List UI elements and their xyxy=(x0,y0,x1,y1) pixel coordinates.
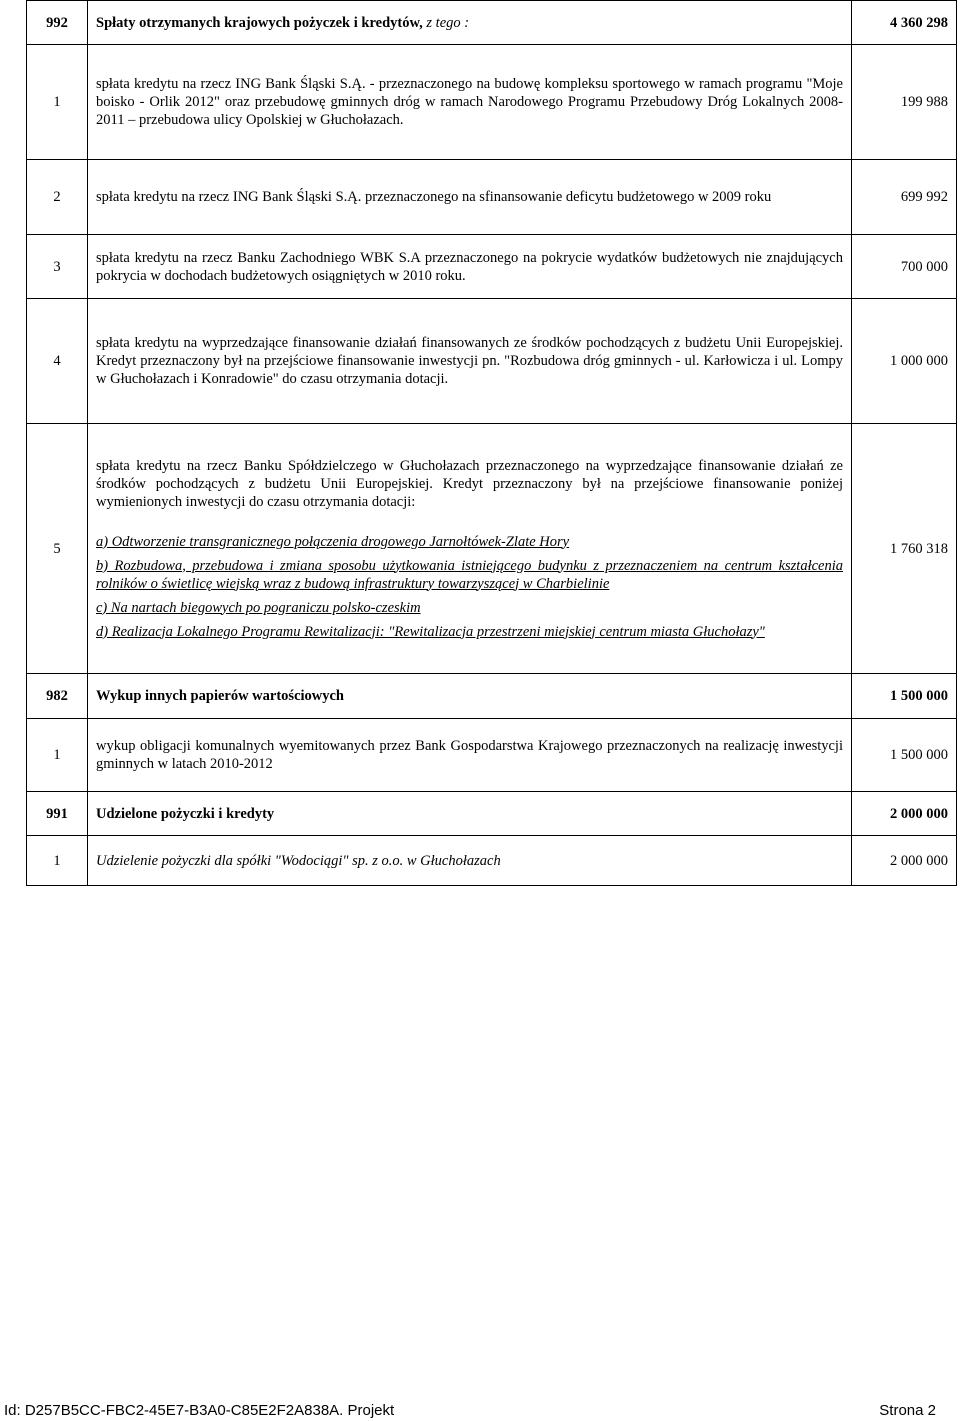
investment-item-c: c) Na nartach biegowych po pograniczu polsko-czeskim xyxy=(96,599,421,616)
row-number: 5 xyxy=(27,424,88,674)
section-amount: 4 360 298 xyxy=(852,1,957,45)
section-title xyxy=(88,1,852,45)
table-row xyxy=(27,836,957,886)
section-title-tail: z tego : xyxy=(422,14,470,31)
row-amount: 2 000 000 xyxy=(852,836,957,886)
table-row xyxy=(27,160,957,235)
row-amount: 199 988 xyxy=(852,45,957,160)
row-number: 1 xyxy=(27,836,88,886)
row-description: spłata kredytu na rzecz Banku Zachodniego WBK S.A przeznaczonego na pokrycie wydatków budżetowych nie znajdujących pokrycia w dochodach budżetowych osiągniętych w 2010 roku. xyxy=(88,235,852,299)
row-amount: 700 000 xyxy=(852,235,957,299)
table-row xyxy=(27,792,957,836)
table-row xyxy=(27,235,957,299)
document-id: Id: D257B5CC-FBC2-45E7-B3A0-C85E2F2A838A. Projekt xyxy=(4,1402,395,1419)
section-code: 982 xyxy=(27,674,88,719)
row-number: 1 xyxy=(27,45,88,160)
row-amount: 1 500 000 xyxy=(852,719,957,792)
table-row xyxy=(27,1,957,45)
row-description: Udzielenie pożyczki dla spółki "Wodociągi" sp. z o.o. w Głuchołazach xyxy=(88,836,852,886)
investment-item-d: d) Realizacja Lokalnego Programu Rewitalizacji: "Rewitalizacja przestrzeni miejskiej centrum miasta Głuchołazy" xyxy=(96,623,765,640)
page-number: Strona 2 xyxy=(879,1402,936,1419)
section-code: 991 xyxy=(27,792,88,836)
section-amount: 1 500 000 xyxy=(852,674,957,719)
row-description: wykup obligacji komunalnych wyemitowanych przez Bank Gospodarstwa Krajowego przeznaczonych na realizację inwestycji gminnych w latach 2010-2012 xyxy=(88,719,852,792)
investment-item-a: a) Odtworzenie transgranicznego połączenia drogowego Jarnołtówek-Zlate Hory xyxy=(96,533,570,550)
section-title-main: Spłaty otrzymanych krajowych pożyczek i kredytów, xyxy=(96,14,423,31)
row-description-text: spłata kredytu na rzecz Banku Spółdzielczego w Głuchołazach przeznaczonego na wyprzedzające finansowanie działań ze środków pochodzących z budżetu Unii Europejskiej. Kredyt przeznaczony był na przejściowe finansowanie poniżej wymienionych inwestycji do czasu otrzymania dotacji: xyxy=(96,457,843,510)
row-number: 4 xyxy=(27,299,88,424)
row-amount: 1 760 318 xyxy=(852,424,957,674)
section-title: Wykup innych papierów wartościowych xyxy=(88,674,852,719)
table-row xyxy=(27,674,957,719)
table-row xyxy=(27,45,957,160)
table-row xyxy=(27,719,957,792)
section-code: 992 xyxy=(27,1,88,45)
investment-item-b: b) Rozbudowa, przebudowa i zmiana sposobu użytkowania istniejącego budynku z przeznaczeniem na centrum kształcenia rolników o świetlicę wiejską wraz z budową infrastruktury towarzyszącej w Charbielinie xyxy=(96,557,843,592)
section-amount: 2 000 000 xyxy=(852,792,957,836)
row-description: spłata kredytu na rzecz ING Bank Śląski S.Ą. - przeznaczonego na budowę kompleksu sportowego w ramach programu "Moje boisko - Orlik 2012" oraz przebudowę gminnych dróg w ramach Narodowego Programu Przebudowy Dróg Lokalnych 2008-2011 – przebudowa ulicy Opolskiej w Głuchołazach. xyxy=(88,45,852,160)
row-number: 2 xyxy=(27,160,88,235)
row-description: spłata kredytu na wyprzedzające finansowanie działań finansowanych ze środków pochodzących z budżetu Unii Europejskiej. Kredyt przeznaczony był na przejściowe finansowanie inwestycji pn. "Rozbudowa dróg gminnych - ul. Karłowicza i ul. Lompy w Głuchołazach i Konradowie" do czasu otrzymania dotacji. xyxy=(88,299,852,424)
row-amount: 699 992 xyxy=(852,160,957,235)
row-amount: 1 000 000 xyxy=(852,299,957,424)
table-row xyxy=(27,424,957,674)
row-number: 1 xyxy=(27,719,88,792)
table-row xyxy=(27,299,957,424)
section-title: Udzielone pożyczki i kredyty xyxy=(88,792,852,836)
row-description xyxy=(88,424,852,674)
expenditure-table xyxy=(26,0,957,886)
row-number: 3 xyxy=(27,235,88,299)
row-description: spłata kredytu na rzecz ING Bank Śląski S.Ą. przeznaczonego na sfinansowanie deficytu budżetowego w 2009 roku xyxy=(88,160,852,235)
